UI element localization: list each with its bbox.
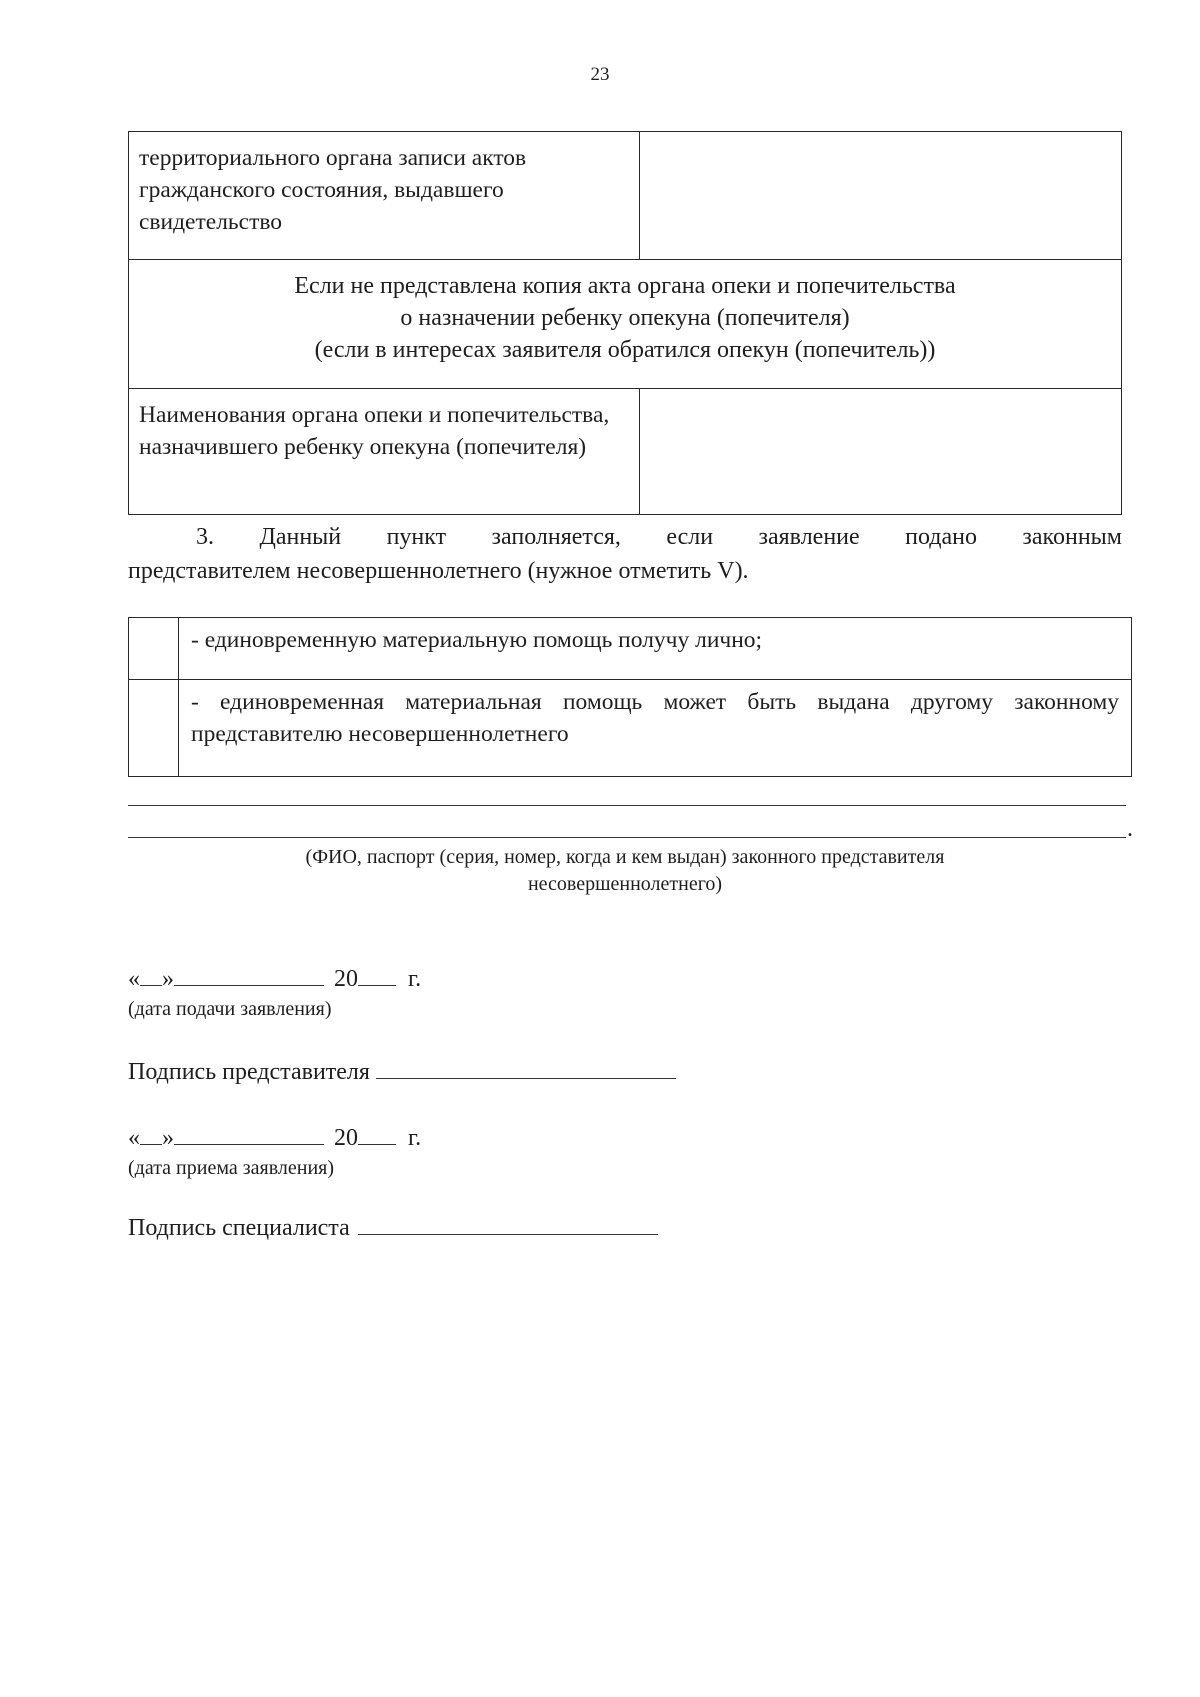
specialist-signature-row: [128, 1212, 658, 1242]
guardian-header-line-2: о назначении ребенку опекуна (попечителя): [400, 305, 850, 331]
submission-close-quote: »: [162, 966, 174, 992]
submission-day-field[interactable]: [140, 963, 162, 986]
representative-signature-label: Подпись представителя: [128, 1059, 370, 1085]
fio-caption-line-2: несовершеннолетнего): [527, 873, 723, 895]
acceptance-open-quote: «: [128, 1125, 140, 1151]
guardian-section-header: [129, 260, 1122, 389]
fio-caption-line-1: (ФИО, паспорт (серия, номер, когда и кем выдан) законного представителя: [305, 846, 945, 868]
representative-signature-row: [128, 1056, 676, 1086]
guardianship-authority-value-cell[interactable]: [640, 389, 1122, 515]
submission-date-line: [128, 963, 421, 993]
option-2-text: - единовременная материальная помощь может быть выдана другому законному представителю несовершеннолетнего: [179, 680, 1132, 777]
submission-year-field[interactable]: [358, 963, 396, 986]
page-number: 23: [590, 64, 610, 85]
submission-date-caption: (дата подачи заявления): [128, 998, 332, 1020]
info-table: [128, 131, 1122, 515]
acceptance-year-prefix: 20: [334, 1125, 358, 1151]
submission-year-suffix: г.: [408, 966, 422, 992]
acceptance-day-field[interactable]: [140, 1122, 162, 1145]
option-2-checkbox[interactable]: [129, 680, 179, 777]
fio-line-2[interactable]: [128, 837, 1126, 838]
acceptance-date-line: [128, 1122, 421, 1152]
option-1-text: - единовременную материальную помощь получу лично;: [179, 618, 1132, 680]
submission-open-quote: «: [128, 966, 140, 992]
acceptance-year-field[interactable]: [358, 1122, 396, 1145]
registry-office-value-cell[interactable]: [640, 132, 1122, 260]
submission-year-prefix: 20: [334, 966, 358, 992]
option-1-checkbox[interactable]: [129, 618, 179, 680]
representative-signature-field[interactable]: [376, 1056, 676, 1079]
section-3-line-2: представителем несовершеннолетнего (нужное отметить V).: [128, 558, 749, 584]
fio-line-1[interactable]: [128, 805, 1126, 806]
options-table: [128, 617, 1132, 777]
acceptance-date-caption: (дата приема заявления): [128, 1157, 335, 1179]
fio-line-end-dot: .: [1127, 816, 1133, 842]
guardianship-authority-label: Наименования органа опеки и попечительства, назначившего ребенку опекуна (попечителя): [129, 389, 640, 515]
acceptance-year-suffix: г.: [408, 1125, 422, 1151]
guardian-header-line-3: (если в интересах заявителя обратился опекун (попечитель)): [314, 337, 936, 363]
registry-office-label: территориального органа записи актов гражданского состояния, выдавшего свидетельство: [129, 132, 640, 260]
fio-caption: [128, 844, 1122, 898]
specialist-signature-field[interactable]: [358, 1212, 658, 1235]
guardian-header-line-1: Если не представлена копия акта органа опеки и попечительства: [294, 273, 956, 299]
specialist-signature-label: Подпись специалиста: [128, 1215, 350, 1241]
acceptance-close-quote: »: [162, 1125, 174, 1151]
acceptance-month-field[interactable]: [174, 1122, 324, 1145]
section-3-line-1: 3. Данный пункт заполняется, если заявление подано законным: [196, 524, 1122, 550]
section-3-paragraph: [128, 520, 1122, 588]
submission-month-field[interactable]: [174, 963, 324, 986]
